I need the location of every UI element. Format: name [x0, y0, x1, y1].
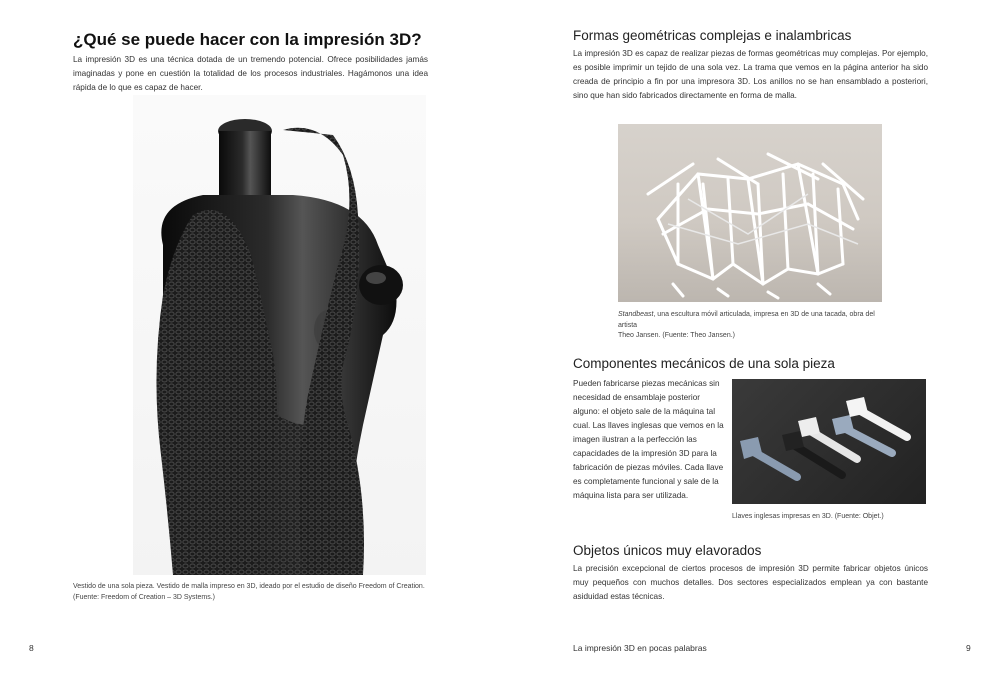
intro-paragraph: La impresión 3D es una técnica dotada de un tremendo potencial. Ofrece posibilidades jamás imaginadas y pone en cuestión la totalidad de los procesos industriales. Hagámonos una idea rápida de lo que es capaz de hacer. [73, 55, 428, 92]
section-heading-mechanical: Componentes mecánicos de una sola pieza [573, 356, 835, 371]
strandbeast-caption [618, 310, 888, 342]
wrenches-caption: Llaves inglesas impresas en 3D. (Fuente: Objet.) [732, 513, 884, 520]
strandbeast-caption-text: , una escultura móvil articulada, impresa en 3D de una tacada, obra del artista [618, 311, 875, 329]
dress-caption-line1: Vestido de una sola pieza. Vestido de malla impreso en 3D, ideado por el estudio de diseño Freedom of Creation. [73, 583, 425, 590]
strandbeast-photo [618, 124, 882, 302]
strandbeast-caption-title: Standbeast [618, 311, 654, 318]
running-footer-title: La impresión 3D en pocas palabras [573, 643, 707, 653]
strandbeast-caption-source: Theo Jansen. (Fuente: Theo Jansen.) [618, 332, 735, 339]
section-body-geometric: La impresión 3D es capaz de realizar piezas de formas geométricas muy complejas. Por ejemplo, es posible imprimir un tejido de una sola vez. La trama que vemos en la página anterior ha sido creada de principio a fin por una impresora 3D. Los anillos no se han ensamblado a posteriori, sino que han sido fabricados directamente en forma de malla. [573, 49, 928, 100]
section-body-mechanical: Pueden fabricarse piezas mecánicas sin necesidad de ensamblaje posterior alguno: el objeto sale de la máquina tal cual. Las llaves inglesas que vemos en la imagen ilustran a la perfección las capacidades de la impresión 3D para la fabricación de piezas móviles. Cada llave es completamente funcional y sale de la máquina lista para ser utilizada. [573, 379, 724, 500]
page-number-left: 8 [29, 643, 34, 653]
page-number-right: 9 [966, 643, 971, 653]
wrenches-photo [732, 379, 926, 504]
dress-caption-line2: (Fuente: Freedom of Creation – 3D Systems.) [73, 593, 215, 601]
section-heading-geometric: Formas geométricas complejas e inalambricas [573, 28, 852, 43]
mesh-dress-photo [133, 95, 426, 575]
page-title: ¿Qué se puede hacer con la impresión 3D? [73, 30, 422, 49]
section-body-unique-objects: La precisión excepcional de ciertos procesos de impresión 3D permite fabricar objetos únicos muy pequeños con muchos detalles. Dos sectores especializados emplean ya con bastante asiduidad estas técnicas. [573, 564, 928, 601]
dress-caption [73, 582, 433, 603]
section-heading-unique-objects: Objetos únicos muy elavorados [573, 543, 762, 558]
